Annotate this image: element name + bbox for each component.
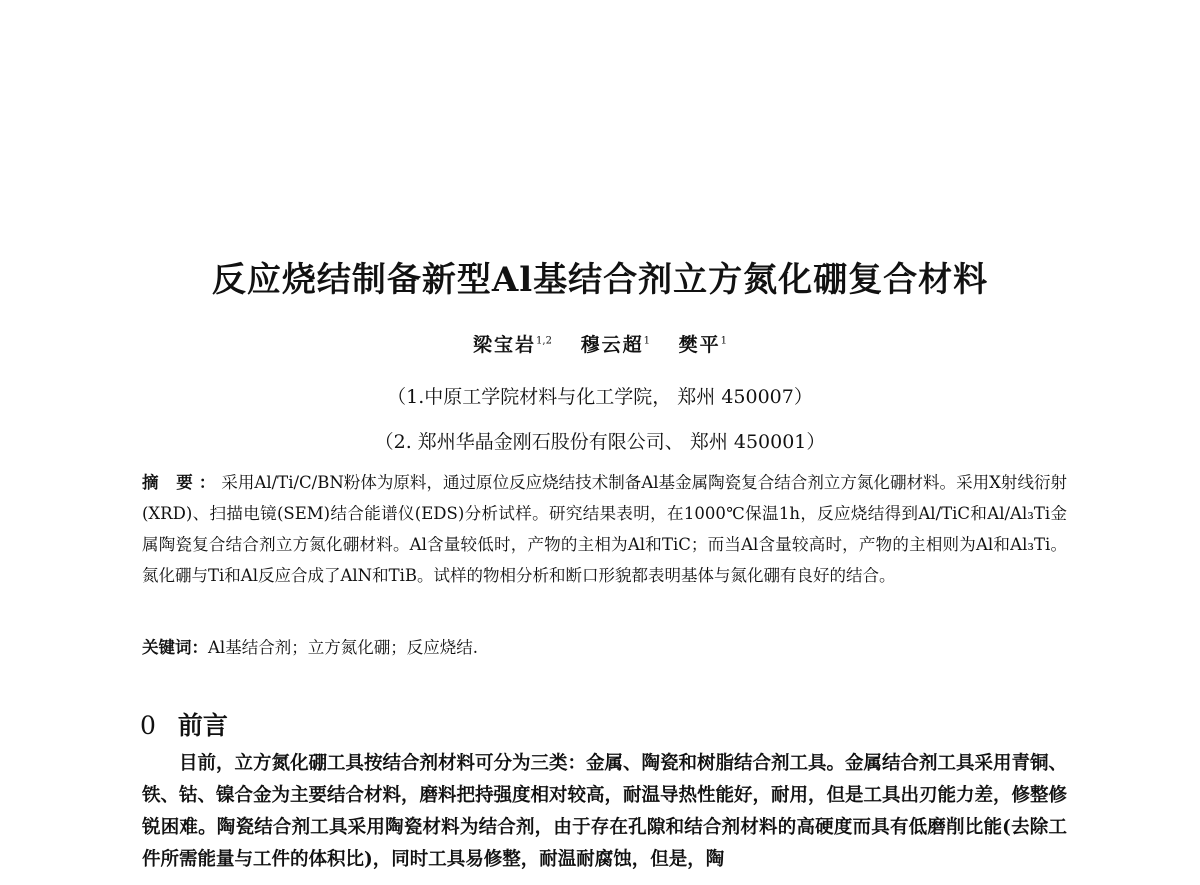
author-list (0, 330, 1200, 357)
author-name: 梁宝岩 (473, 334, 537, 356)
keywords-label: 关键词： (142, 638, 208, 657)
section-number: 0 (140, 711, 156, 740)
author-affil-mark: 1 (720, 335, 727, 347)
affiliation: （2. 郑州华晶金刚石股份有限公司、 郑州 450001） (374, 431, 826, 453)
author (473, 334, 552, 356)
author-affil-mark: 1 (643, 335, 650, 347)
author-name: 樊平 (678, 334, 721, 356)
author-affil-mark: 1,2 (536, 335, 552, 347)
section-heading (140, 706, 228, 742)
body-paragraph: 目前，立方氮化硼工具按结合剂材料可分为三类：金属、陶瓷和树脂结合剂工具。金属结合剂工具采用青铜、铁、钴、镍合金为主要结合材料，磨料把持强度相对较高，耐温导热性能好，耐用，但是工具出刃能力差，修整修锐困难。陶瓷结合剂工具采用陶瓷材料为结合剂，由于存在孔隙和结合剂材料的高硬度而具有低磨削比能(去除工件所需能量与工件的体积比)，同时工具易修整，耐温耐腐蚀，但是，陶 (142, 753, 1068, 870)
keywords (142, 634, 1067, 662)
paper-title: 反应烧结制备新型Al基结合剂立方氮化硼复合材料 (211, 260, 989, 300)
keywords-text: Al基结合剂；立方氮化硼；反应烧结. (208, 638, 478, 657)
author (581, 334, 650, 356)
abstract-text: 采用Al/Ti/C/BN粉体为原料，通过原位反应烧结技术制备Al基金属陶瓷复合结合剂立方氮化硼材料。采用X射线衍射(XRD)、扫描电镜(SEM)结合能谱仪(EDS)分析试样。研究结果表明，在1000℃保温1h，反应烧结得到Al/TiC和Al/Al₃Ti金属陶瓷复合结合剂立方氮化硼材料。Al含量较低时，产物的主相为Al和TiC；而当Al含量较高时，产物的主相则为Al和Al₃Ti。氮化硼与Ti和Al反应合成了AlN和TiB。试样的物相分析和断口形貌都表明基体与氮化硼有良好的结合。 (142, 473, 1068, 585)
section-title: 前言 (177, 711, 228, 740)
abstract (142, 467, 1067, 591)
abstract-label: 摘 要： (142, 473, 222, 492)
author-name: 穆云超 (580, 334, 644, 356)
affiliation: （1.中原工学院材料与化工学院， 郑州 450007） (387, 386, 813, 408)
author (679, 334, 727, 356)
